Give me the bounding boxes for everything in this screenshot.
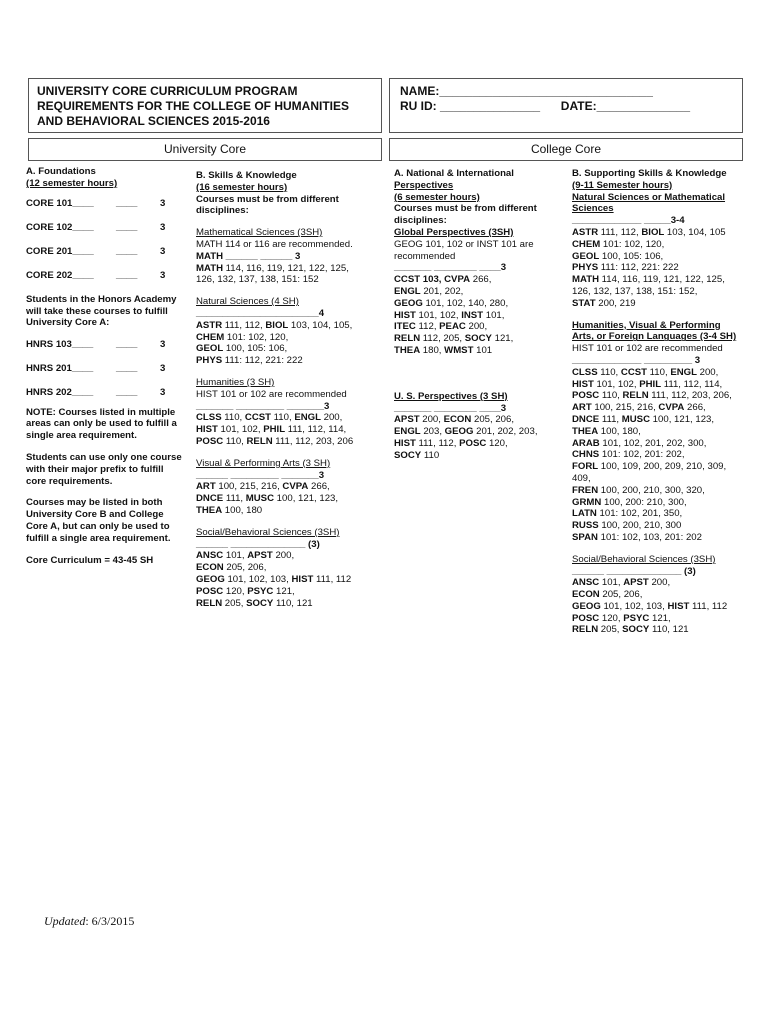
supporting-social-list: RELN 205, SOCY 110, 121 bbox=[572, 624, 689, 636]
global-list: ITEC 112, PEAC 200, bbox=[394, 321, 488, 333]
global-list: HIST 101, 102, INST 101, bbox=[394, 309, 505, 321]
core-row[interactable]: CORE 201____ ____ 3 bbox=[26, 246, 166, 258]
foundations-hours: (12 semester hours) bbox=[26, 177, 118, 189]
vpa-list: DNCE 111, MUSC 100, 121, 123, bbox=[196, 493, 339, 505]
social-list: POSC 120, PSYC 121, bbox=[196, 585, 295, 597]
supporting-social-entry-line[interactable]: ______ ______________ (3) bbox=[572, 565, 696, 577]
social-list: GEOG 101, 102, 103, HIST 111, 112 bbox=[196, 573, 352, 585]
honors-row[interactable]: HNRS 103____ ____ 3 bbox=[26, 339, 166, 351]
hva-list: ARAB 101, 102, 201, 202, 300, bbox=[572, 437, 707, 449]
humanities-list: CLSS 110, CCST 110, ENGL 200, bbox=[196, 412, 343, 424]
hva-list: SPAN 101: 102, 103, 201: 202 bbox=[572, 531, 702, 543]
core-row[interactable]: CORE 101____ ____ 3 bbox=[26, 197, 166, 209]
core-row[interactable]: CORE 202____ ____ 3 bbox=[26, 269, 166, 281]
math-section bbox=[196, 227, 381, 286]
visual-performing-arts-section bbox=[196, 458, 381, 517]
natural-sciences-list: GEOL 100, 105: 106, bbox=[196, 343, 288, 355]
us-list: ENGL 203, GEOG 201, 202, 203, bbox=[394, 426, 538, 438]
core-row[interactable]: CORE 102____ ____ 3 bbox=[26, 222, 166, 234]
hva-list: FORL 100, 109, 200, 209, 210, 309, bbox=[572, 461, 727, 473]
program-title-box bbox=[28, 78, 382, 133]
natural-sciences-list: PHYS 111: 112, 221: 222 bbox=[196, 355, 303, 367]
global-list: ENGL 201, 202, bbox=[394, 285, 464, 297]
supporting-social-list: ANSC 101, APST 200, bbox=[572, 577, 671, 589]
foundations-heading: A. Foundations bbox=[26, 166, 96, 177]
humanities-heading: Humanities (3 SH) bbox=[196, 376, 275, 388]
humanities-section bbox=[196, 377, 381, 448]
vpa-heading: Visual & Performing Arts (3 SH) bbox=[196, 457, 331, 469]
multiple-areas-note: NOTE: Courses listed in multiple areas can only be used to fulfill a single area requirement. bbox=[26, 406, 177, 442]
vpa-entry-line[interactable]: ______ _________ _______3 bbox=[196, 469, 325, 481]
program-title-line: REQUIREMENTS FOR THE COLLEGE OF HUMANITIES bbox=[37, 99, 350, 113]
hva-list: GRMN 100, 200: 210, 300, bbox=[572, 496, 687, 508]
us-list: SOCY 110 bbox=[394, 449, 440, 461]
skills-column bbox=[196, 170, 381, 609]
global-note: GEOG 101, 102 or INST 101 are recommended bbox=[394, 238, 534, 262]
global-entry-line[interactable]: _______ ________ ____3 bbox=[394, 262, 507, 274]
skills-heading: B. Skills & Knowledge bbox=[196, 170, 297, 181]
social-list: RELN 205, SOCY 110, 121 bbox=[196, 597, 313, 609]
hva-entry-line[interactable]: _____________ _________ 3 bbox=[572, 354, 701, 366]
natural-sciences-entry-line[interactable]: _______________________4 bbox=[196, 307, 325, 319]
university-core-header: University Core bbox=[28, 138, 382, 161]
social-behavioral-section bbox=[196, 527, 381, 610]
global-list: THEA 180, WMST 101 bbox=[394, 344, 493, 356]
math-course-list: MATH 114, 116, 119, 121, 122, 125, bbox=[196, 262, 349, 274]
humanities-note: HIST 101 or 102 are recommended bbox=[196, 388, 347, 400]
humanities-list: POSC 110, RELN 111, 112, 203, 206 bbox=[196, 435, 354, 447]
global-list: CCST 103, CVPA 266, bbox=[394, 274, 492, 286]
math-heading: Mathematical Sciences (3SH) bbox=[196, 227, 323, 239]
ns-entry-line[interactable]: _____________ _____3-4 bbox=[572, 215, 685, 227]
ru-id-field[interactable]: RU ID: _______________ bbox=[400, 99, 541, 113]
program-title-line: UNIVERSITY CORE CURRICULUM PROGRAM bbox=[37, 84, 298, 98]
name-field[interactable]: NAME:________________________________ bbox=[400, 84, 653, 98]
ns-list: STAT 200, 219 bbox=[572, 297, 636, 309]
honors-row[interactable]: HNRS 202____ ____ 3 bbox=[26, 386, 166, 398]
hva-list: ART 100, 215, 216, CVPA 266, bbox=[572, 402, 706, 414]
major-prefix-note: Students can use only one course with their major prefix to fulfill core requirements. bbox=[26, 451, 182, 487]
vpa-list: THEA 100, 180 bbox=[196, 504, 263, 516]
honors-row[interactable]: HNRS 201____ ____ 3 bbox=[26, 362, 166, 374]
college-core-header: College Core bbox=[389, 138, 743, 161]
core-total: Core Curriculum = 43-45 SH bbox=[26, 554, 154, 566]
hva-list: RUSS 100, 200, 210, 300 bbox=[572, 520, 682, 532]
ns-list: PHYS 111: 112, 221: 222 bbox=[572, 262, 679, 274]
social-entry-line[interactable]: ______ ______________ (3) bbox=[196, 538, 320, 550]
program-title-line: AND BEHAVIORAL SCIENCES 2015-2016 bbox=[37, 114, 270, 128]
math-note: MATH 114 or 116 are recommended. bbox=[196, 238, 353, 250]
hva-note: HIST 101 or 102 are recommended bbox=[572, 343, 723, 355]
national-column bbox=[394, 168, 566, 462]
math-entry-line[interactable]: MATH ______ ______ 3 bbox=[196, 250, 301, 262]
natural-sciences-section bbox=[196, 296, 381, 367]
ns-list: CHEM 101: 102, 120, bbox=[572, 238, 665, 250]
supporting-social-list: ECON 205, 206, bbox=[572, 589, 643, 601]
supporting-social-heading: Social/Behavioral Sciences (3SH) bbox=[572, 553, 716, 565]
foundations-column bbox=[26, 166, 191, 566]
dual-listing-note: Courses may be listed in both University Core B and College Core A, but can only be used to fulfill a single area requirement. bbox=[26, 497, 171, 544]
global-heading: Global Perspectives (3SH) bbox=[394, 226, 514, 238]
national-note: Courses must be from different disciplines: bbox=[394, 203, 537, 227]
hva-list: HIST 101, 102, PHIL 111, 112, 114, bbox=[572, 378, 723, 390]
social-list: ANSC 101, APST 200, bbox=[196, 550, 295, 562]
social-heading: Social/Behavioral Sciences (3SH) bbox=[196, 526, 340, 538]
ns-list: ASTR 111, 112, BIOL 103, 104, 105 bbox=[572, 226, 726, 238]
ns-list: MATH 114, 116, 119, 121, 122, 125, bbox=[572, 274, 725, 286]
us-list: APST 200, ECON 205, 206, bbox=[394, 414, 515, 426]
hva-list: 409, bbox=[572, 472, 591, 484]
social-list: ECON 205, 206, bbox=[196, 562, 267, 574]
hva-list: THEA 100, 180, bbox=[572, 425, 641, 437]
supporting-social-list: GEOG 101, 102, 103, HIST 111, 112 bbox=[572, 600, 728, 612]
hva-list: CHNS 101: 102, 201: 202, bbox=[572, 449, 685, 461]
skills-note: Courses must be from different disciplines: bbox=[196, 193, 339, 217]
supporting-social-section bbox=[572, 554, 762, 637]
natural-sciences-list: CHEM 101: 102, 120, bbox=[196, 331, 289, 343]
global-list: GEOG 101, 102, 140, 280, bbox=[394, 297, 509, 309]
skills-hours: (16 semester hours) bbox=[196, 181, 288, 193]
ns-list: 126, 132, 137, 138, 151: 152, bbox=[572, 285, 698, 297]
hva-list: CLSS 110, CCST 110, ENGL 200, bbox=[572, 366, 719, 378]
hva-section: Humanities, Visual & Performing Arts, or Foreign Languages (3-4 SH) HIST 101 or 102 are recommended _____________ _________ 3 CLSS 110, CCST 110, ENGL 200, HIST 101, 102, PHIL 111, 112, 114, POSC 110, RELN 111, 112, 203, 206, ART 100, 215, 216, CVPA 266, DNCE 111, MUSC 100, 121, 123, THEA 100, 180, ARAB 101, 102, 201, 202, 300, CHNS 101: 102, 201: 202, FORL 100, 109, 200, 209, 210, 309, 409, FREN 100, 200, 210, 300, 320, GRMN 100, 200: 210, 300, LATN 101: 102, 201, 350, RUSS 100, 200, 210, 300 SPAN 101: 102, 103, 201: 202 bbox=[572, 320, 762, 544]
natural-sciences-heading: Natural Sciences (4 SH) bbox=[196, 296, 299, 308]
global-list: RELN 112, 205, SOCY 121, bbox=[394, 333, 514, 345]
natural-sciences-list: ASTR 111, 112, BIOL 103, 104, 105, bbox=[196, 319, 353, 331]
hva-list: LATN 101: 102, 201, 350, bbox=[572, 508, 683, 520]
hva-list: POSC 110, RELN 111, 112, 203, 206, bbox=[572, 390, 732, 402]
supporting-heading: B. Supporting Skills & Knowledge (9-11 Semester hours) Natural Sciences or Mathematical Sciences bbox=[572, 168, 727, 215]
student-info-box bbox=[389, 78, 743, 133]
national-heading: A. National & International Perspectives (6 semester hours) bbox=[394, 168, 514, 203]
honors-note: Students in the Honors Academy will take these courses to fulfill University Core A: bbox=[26, 293, 177, 329]
ns-list: GEOL 100, 105: 106, bbox=[572, 250, 664, 262]
date-field[interactable]: DATE:______________ bbox=[560, 99, 691, 113]
supporting-social-list: POSC 120, PSYC 121, bbox=[572, 612, 671, 624]
humanities-list: HIST 101, 102, PHIL 111, 112, 114, bbox=[196, 424, 347, 436]
us-entry-line[interactable]: _______ ________ ____3 bbox=[394, 402, 507, 414]
supporting-column bbox=[572, 168, 762, 636]
hva-list: FREN 100, 200, 210, 300, 320, bbox=[572, 484, 705, 496]
updated-date: Updated: 6/3/2015 bbox=[44, 914, 135, 928]
humanities-entry-line[interactable]: _______ _________ _______3 bbox=[196, 400, 330, 412]
math-course-list-cont: 126, 132, 137, 138, 151: 152 bbox=[196, 274, 319, 286]
us-list: HIST 111, 112, POSC 120, bbox=[394, 437, 508, 449]
us-perspectives-heading: U. S. Perspectives (3 SH) bbox=[394, 390, 508, 402]
hva-list: DNCE 111, MUSC 100, 121, 123, bbox=[572, 413, 715, 425]
vpa-list: ART 100, 215, 216, CVPA 266, bbox=[196, 481, 330, 493]
